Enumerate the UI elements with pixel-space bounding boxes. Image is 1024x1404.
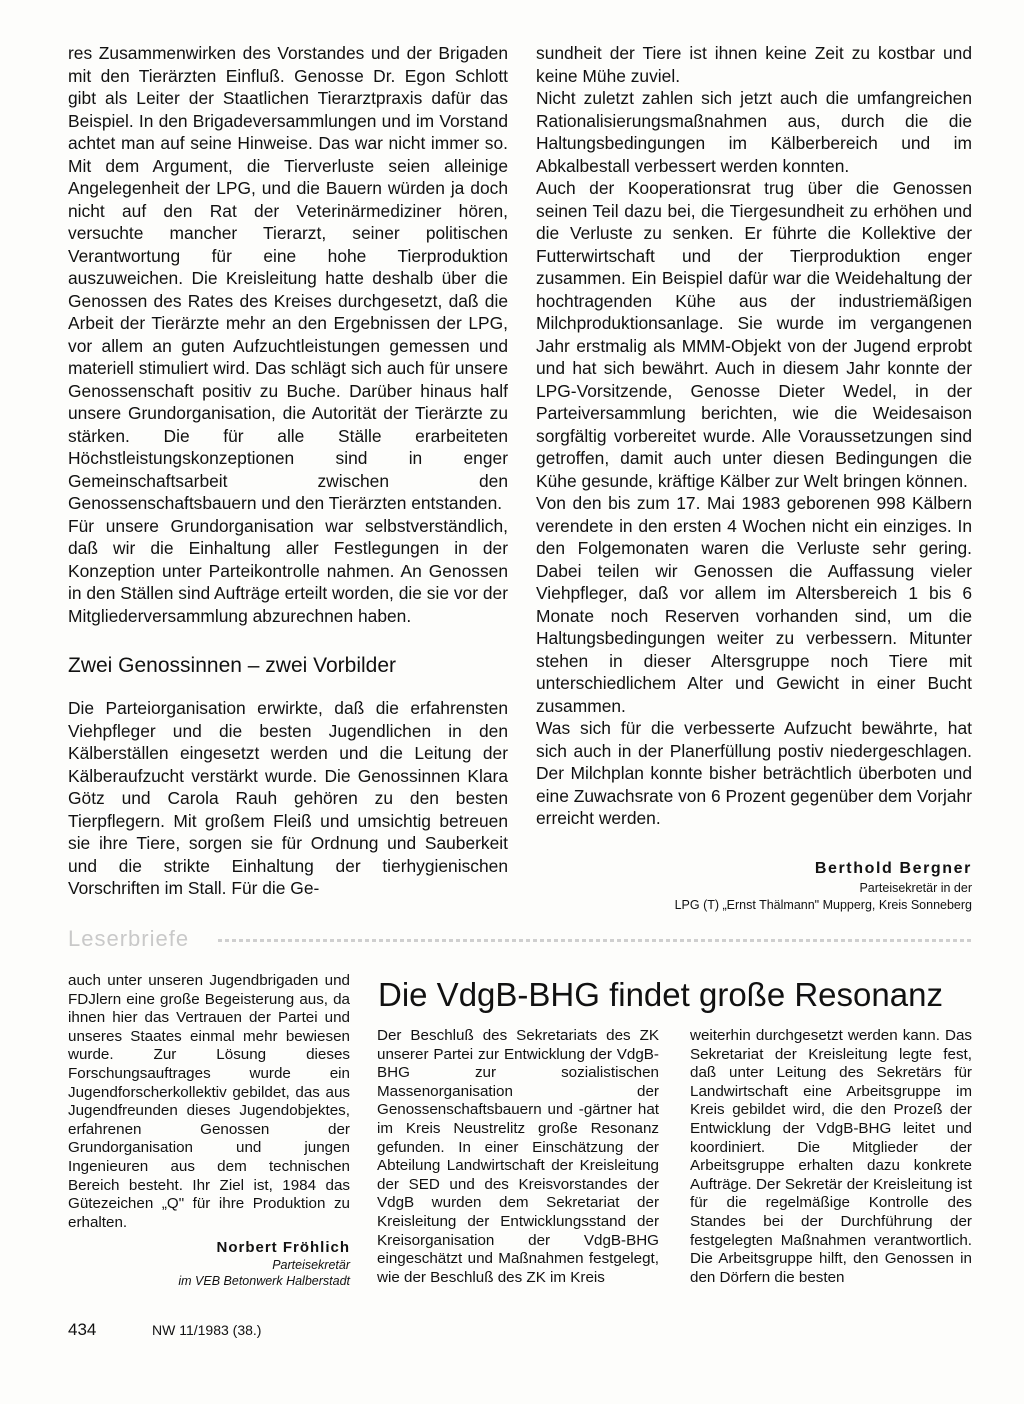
letter-2-headline: Die VdgB-BHG findet große Resonanz <box>378 976 943 1013</box>
issue-label: NW 11/1983 (38.) <box>152 1322 262 1338</box>
paragraph: res Zusammenwirken des Vorstandes und der Brigaden mit den Tierärzten Einfluß. Genosse Dr. Egon Schlott gibt als Leiter der Staatlichen Tierarztpraxis dafür das Beispiel. In den Brigadeversammlungen und im Vorstand achtet man auf seine Hinweise. Das war nicht immer so. Mit dem Argument, die Tierverluste seien alleinige Angelegenheit der LPG, und die Bauern würden ja doch nicht auf den Rat der Veterinärmediziner hören, versuchte mancher Tierarzt, seiner politischen Verantwortung für eine hohe Tierproduktion auszuweichen. Die Kreisleitung hatte deshalb über die Genossen des Rates des Kreises durchgesetzt, daß die Arbeit der Tierärzte mehr an den Ergebnissen der LPG, vor allem an guten Aufzuchtleistungen gemessen und materiell stimuliert wird. Das schlägt sich auch für unsere Genossenschaft positiv zu Buche. Darüber hinaus half unsere Grundorganisation, die Autorität der Tierärzte zu stärken. Die für alle Ställe erarbeiteten Höchstleistungskonzeptionen sind in enger Gemeinschaftsarbeit zwischen den Genossenschaftsbauern und den Tierärzten entstanden. <box>68 43 508 513</box>
divider-line <box>218 939 973 942</box>
paragraph: Der Beschluß des Sekretariats des ZK unserer Partei zur Entwicklung der VdgB-BHG zur sozialistischen Massenorganisation der Genossenschaftsbauern und -gärtner hat im Kreis Neustrelitz große Resonanz gefunden. In einer Einschätzung der Abteilung Landwirtschaft der Kreisleitung der SED und des Kreisvorstandes der VdgB wurden dem Sekretariat der Kreisleitung der Entwicklungsstand der Kreisorganisation der VdgB-BHG eingeschätzt und Maßnahmen festgelegt, wie der Beschluß des ZK im Kreis <box>377 1027 659 1286</box>
letter-1-author: Norbert Fröhlich <box>216 1239 350 1257</box>
paragraph: Nicht zuletzt zahlen sich jetzt auch die umfangreichen Rationalisierungsmaßnahmen aus, durch die die Haltungsbedingungen im Kälberbereich und im Abkalbestall verbessert werden konnten. <box>536 88 972 176</box>
section-label: Leserbriefe <box>68 926 190 951</box>
paragraph: Auch der Kooperationsrat trug über die Genossen seinen Teil dazu bei, die Tiergesundheit zu erhöhen und die Verluste zu senken. Er führte die Kollektive der Futterwirtschaft und der Tierproduktion enger zusammen. Ein Beispiel dafür war die Weidehaltung der hochtragenden Kühe aus der industriemäßigen Milchproduktionsanlage. Sie wurde im vergangenen Jahr erstmalig als MMM-Objekt von der Jugend erprobt und hat sich bewährt. Auch in diesem Jahr konnte der LPG-Vorsitzende, Genosse Dieter Wedel, in der Parteiversammlung berichten, wie die Weidesaison sorgfältig vorbereitet wurde. Alle Voraussetzungen sind getroffen, damit auch unter diesen Bedingungen die Kühe gesunde, kräftige Kälber zur Welt bringen können. <box>536 178 972 491</box>
paragraph: Die Parteiorganisation erwirkte, daß die erfahrensten Viehpfleger und die besten Jugendlichen in den Kälberställen eingesetzt werden und die Leitung der Kälberaufzucht verstärkt wurde. Die Genossinnen Klara Götz und Carola Rauh gehören zu den besten Tierpflegern. Mit großem Fleiß und umsichtig betreuen sie ihre Tiere, sorgen sie für Ordnung und Sauberkeit und die strikte Einhaltung der tierhygienischen Vorschriften im Stall. Für die Ge- <box>68 698 508 898</box>
author-affiliation: LPG (T) „Ernst Thälmann" Mupperg, Kreis Sonneberg <box>674 897 972 912</box>
paragraph: sundheit der Tiere ist ihnen keine Zeit zu kostbar und keine Mühe zuviel. <box>536 43 972 86</box>
paragraph: Was sich für die verbesserte Aufzucht bewährte, hat sich auch in der Planerfüllung postiv niedergeschlagen. Der Milchplan konnte bisher beträchtlich überboten und eine Zuwachsrate von 6 Prozent gegenüber dem Vorjahr erreicht werden. <box>536 718 972 828</box>
paragraph: weiterhin durchgesetzt werden kann. Das Sekretariat der Kreisleitung legte fest, daß unter Leitung des Sekretärs für Landwirtschaft eine Arbeitsgruppe im Kreis gebildet wird, die den Prozeß der Entwicklung der VdgB-BHG leitet und koordiniert. Die Mitglieder der Arbeitsgruppe erhalten dazu konkrete Aufträge. Der Sekretär der Kreisleitung ist für die regelmäßige Kontrolle des Standes bei der Durchführung der festgelegten Maßnahmen verantwortlich. Die Arbeitsgruppe hilft, den Genossen in den Dörfern die besten <box>690 1027 972 1286</box>
letter-2-column-a <box>377 1027 659 1287</box>
paragraph: Für unsere Grundorganisation war selbstverständlich, daß wir die Einhaltung aller Festlegungen in der Konzeption unter Parteikontrolle nahmen. An Genossen in den Ställen sind Aufträge erteilt worden, die sie vor der Mitgliederversammlung abzurechnen haben. <box>68 515 508 626</box>
letter-1-role: Parteisekretär <box>272 1258 350 1273</box>
article-column-2 <box>536 42 972 914</box>
letter-1-affiliation: im VEB Betonwerk Halberstadt <box>178 1274 350 1289</box>
paragraph: auch unter unseren Jugendbrigaden und FDJlern eine große Begeisterung aus, da ihnen hier das Vertrauen der Partei und unseres Staates einmal mehr bewiesen wurde. Zur Lösung dieses Forschungsauftrages wurde ein Jugendforscherkollektiv gebildet, das aus Jugendfreunden dieses Jugendobjektes, erfahrenen Genossen der Grundorganisation und jungen Ingenieuren aus dem technischen Bereich besteht. Ihr Ziel ist, 1984 das Gütezeichen „Q" für ihre Produktion zu erhalten. <box>68 972 350 1231</box>
section-divider <box>68 926 973 954</box>
page-number: 434 <box>68 1320 97 1339</box>
article-column-1 <box>68 42 508 900</box>
letter-1-column <box>68 972 350 1289</box>
author-role: Parteisekretär in der <box>859 880 972 895</box>
letter-2-column-b <box>690 1027 972 1287</box>
paragraph: Von den bis zum 17. Mai 1983 geborenen 998 Kälbern verendete in den ersten 4 Wochen nicht ein einziges. In den Folgemonaten waren die Verluste sehr gering. Dabei teilen wir Genossen die Auffassung vieler Viehpfleger, daß vor allem im Altersbereich 1 bis 6 Monate noch Reserven vorhanden sind, um die Haltungsbedingungen weiter zu verbessern. Mitunter stehen in dieser Altersgruppe noch Tiere mit unterschiedlichem Alter und Gewicht in einer Bucht zusammen. <box>536 493 972 716</box>
author-name: Berthold Bergner <box>814 859 972 877</box>
subheading: Zwei Genossinnen – zwei Vorbilder <box>68 654 397 677</box>
